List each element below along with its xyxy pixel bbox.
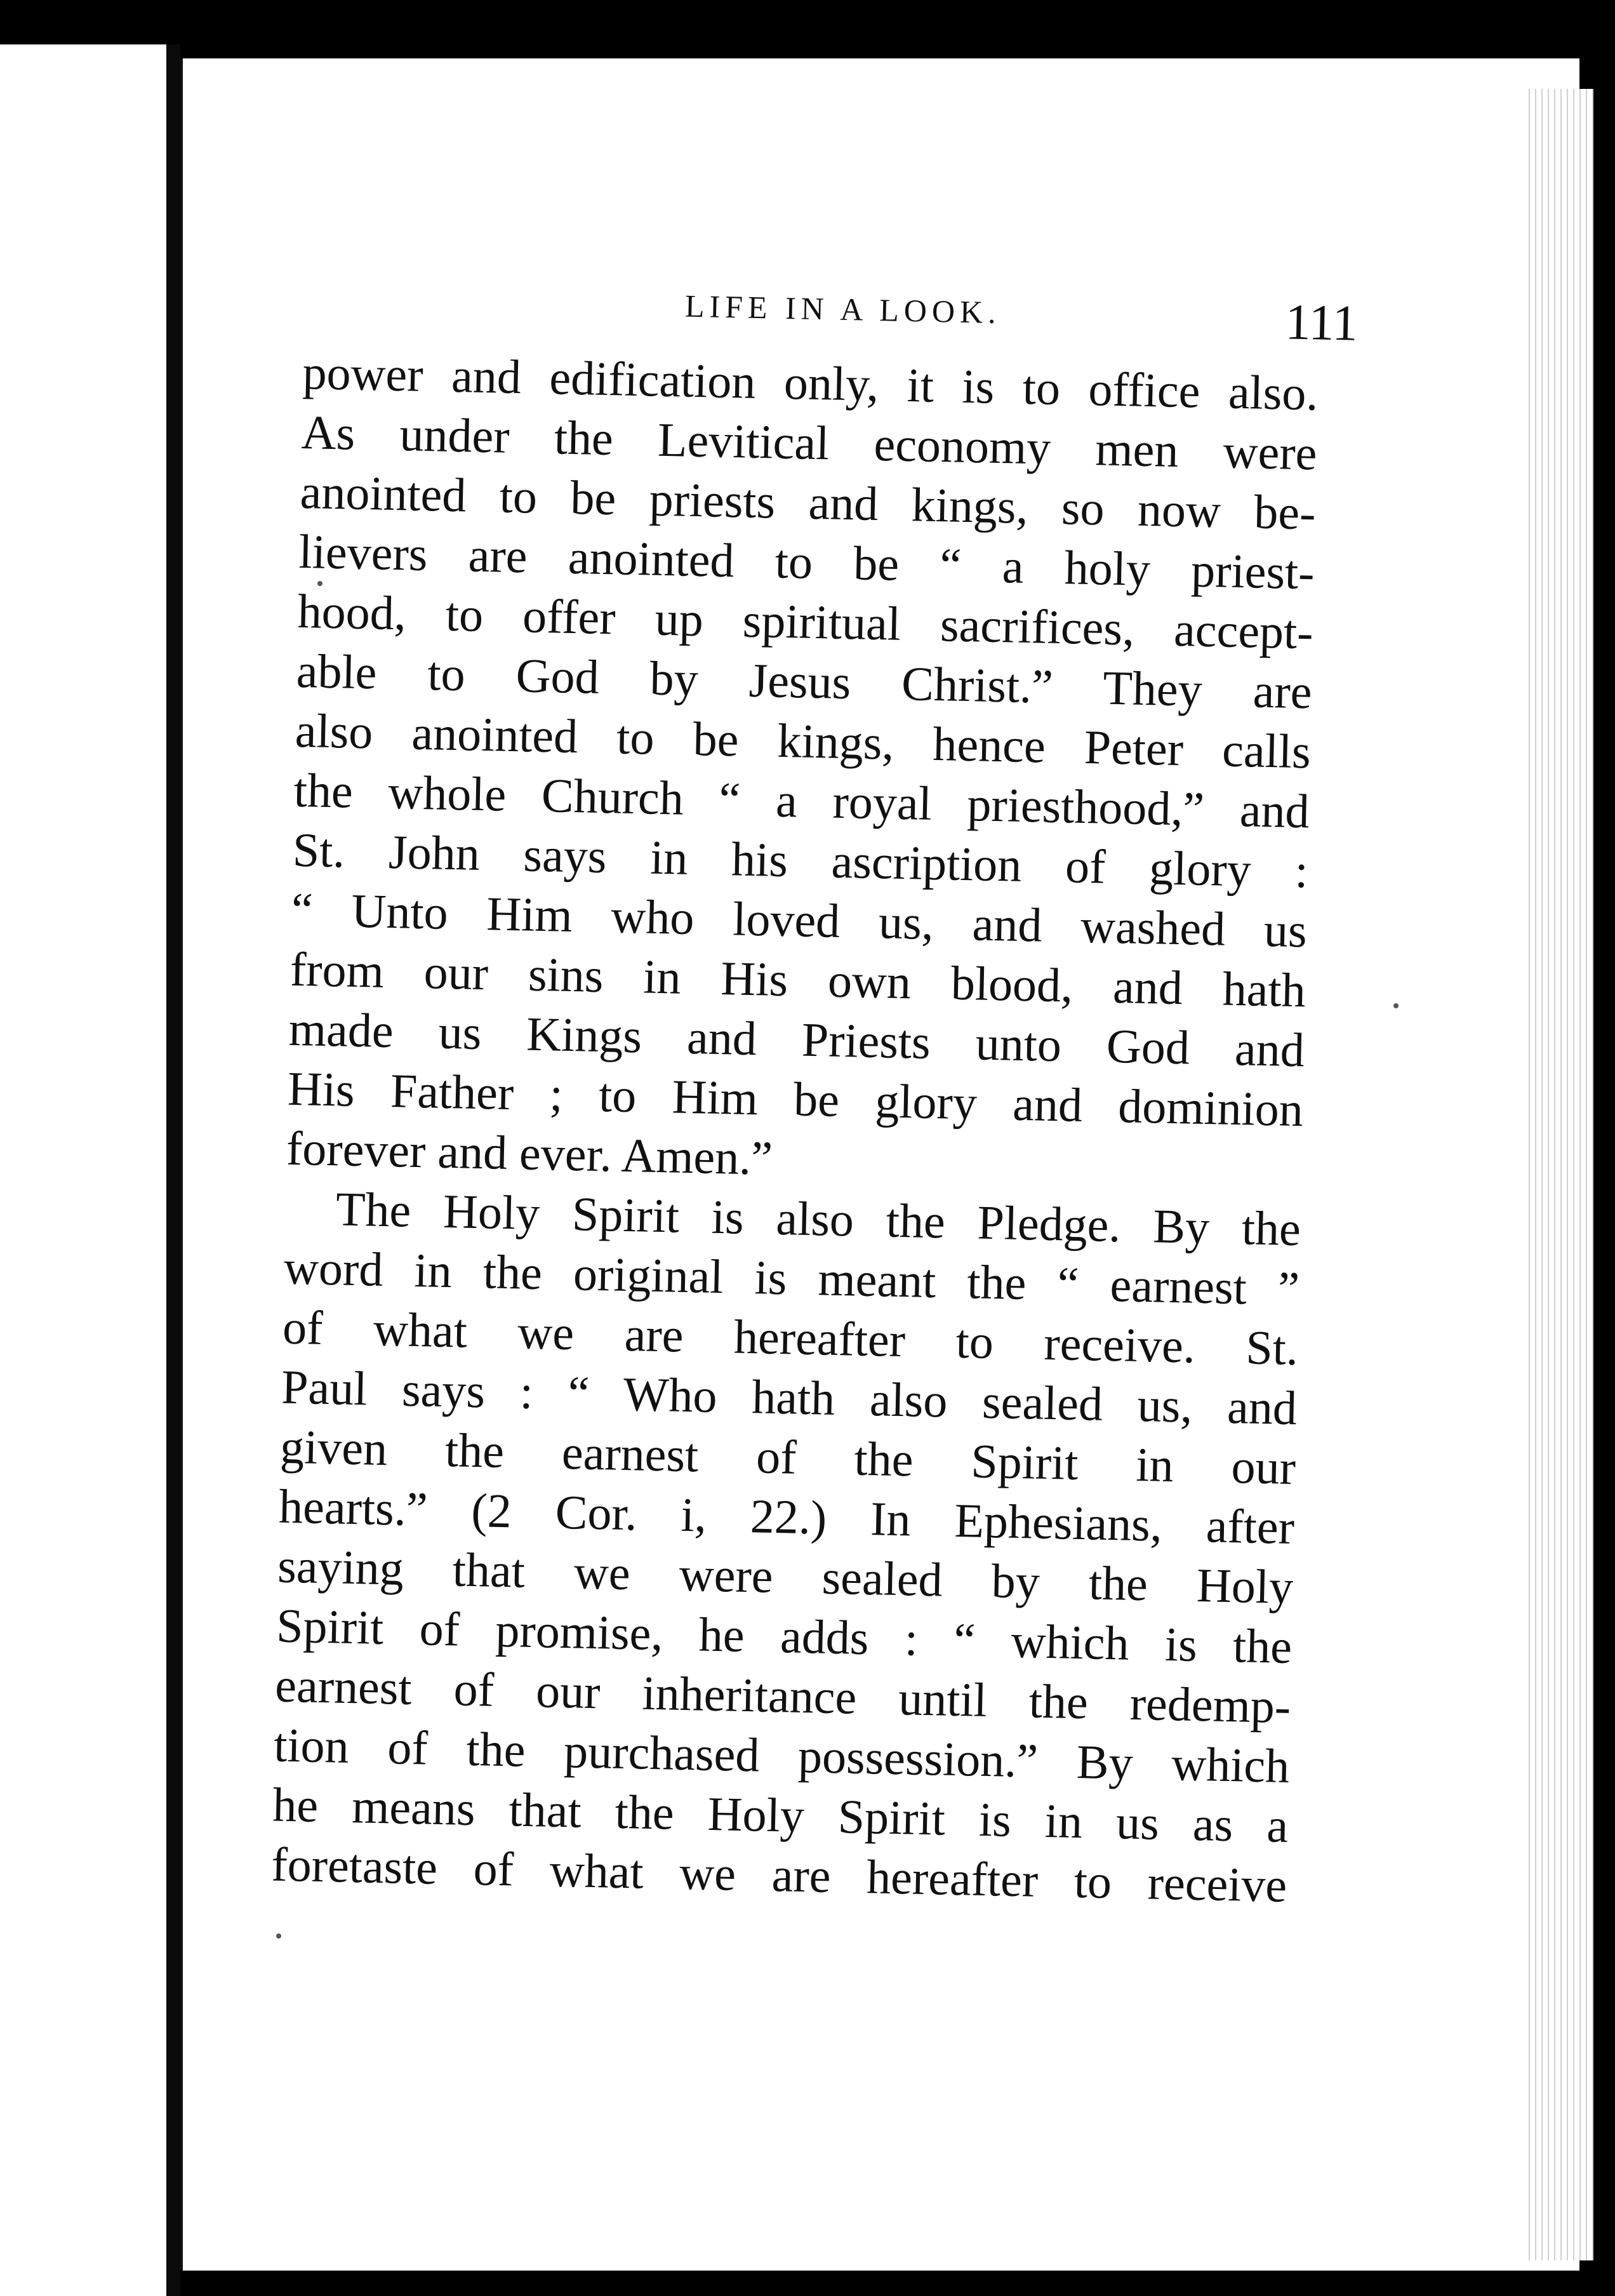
body-text (271, 343, 1319, 1916)
text-line: earnest of our inheritance until the redemp- (274, 1659, 1291, 1734)
text-line: lievers are anointed to be “ a holy priest- (298, 524, 1315, 600)
text-line: Paul says : “ Who hath also sealed us, and (281, 1360, 1298, 1436)
scan-speck (276, 1933, 281, 1939)
text-line: given the earnest of the Spirit in our (279, 1420, 1296, 1495)
text-line: As under the Levitical economy men were (300, 405, 1318, 481)
text-line: power and edification only, it is to office also. (302, 345, 1319, 421)
text-line: word in the original is meant the “ earnest ” (283, 1241, 1300, 1316)
page-text-block (270, 273, 1359, 1916)
text-line: anointed to be priests and kings, so now be- (299, 465, 1317, 540)
text-line: hearts.” (2 Cor. i, 22.) In Ephesians, after (278, 1479, 1295, 1555)
text-line: St. John says in his ascription of glory : (292, 823, 1309, 898)
scan-speck (1393, 1003, 1399, 1008)
page-edges (1524, 89, 1593, 2260)
text-line: made us Kings and Priests unto God and (288, 1002, 1305, 1078)
text-line: the whole Church “ a royal priesthood,” and (293, 763, 1310, 839)
text-line: also anointed to be kings, hence Peter calls (295, 704, 1312, 779)
text-line: of what we are hereafter to receive. St. (282, 1300, 1299, 1376)
running-title: LIFE IN A LOOK. (684, 288, 1002, 330)
page-number: 111 (1284, 294, 1359, 352)
text-line: His Father ; to Him be glory and dominion (287, 1062, 1304, 1137)
text-line: forever and ever. Amen.” (286, 1121, 773, 1185)
text-line: saying that we were sealed by the Holy (277, 1539, 1294, 1615)
text-line: from our sins in His own blood, and hath (289, 942, 1306, 1018)
text-line: “ Unto Him who loved us, and washed us (291, 883, 1308, 958)
text-line: able to God by Jesus Christ.” They are (295, 644, 1313, 719)
text-line: The Holy Spirit is also the Pledge. By the (335, 1182, 1301, 1257)
text-line: hood, to offer up spiritual sacrifices, accept- (296, 584, 1314, 660)
text-line: he means that the Holy Spirit is in us as a (272, 1778, 1289, 1853)
text-line: Spirit of promise, he adds : “ which is the (276, 1599, 1293, 1674)
book-gutter (166, 44, 180, 2296)
left-page-edge (0, 44, 166, 2296)
text-line: tion of the purchased possession.” By which (273, 1718, 1290, 1793)
text-line: foretaste of what we are hereafter to receive (270, 1838, 1288, 1912)
